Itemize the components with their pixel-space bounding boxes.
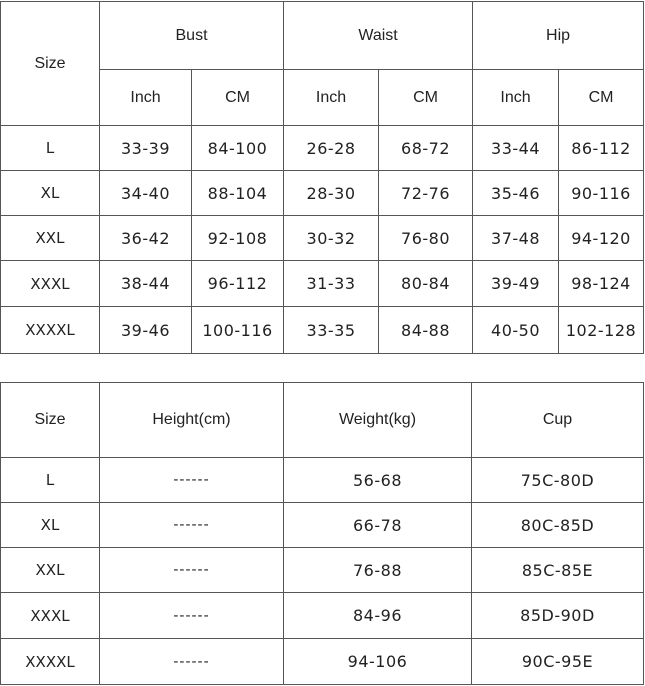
waist-header: Waist <box>284 2 473 70</box>
hip-inch-cell: 40-50 <box>473 307 559 354</box>
waist-cm-header: CM <box>379 70 473 126</box>
bust-cm-cell: 96-112 <box>192 261 284 307</box>
table-row <box>1 171 644 216</box>
waist-inch-cell: 31-33 <box>284 261 379 307</box>
hip-inch-cell: 39-49 <box>473 261 559 307</box>
bust-cm-cell: 84-100 <box>192 126 284 171</box>
size-cell: XL <box>1 503 100 548</box>
weight-cell: 76-88 <box>284 548 472 593</box>
size-header: Size <box>1 2 100 126</box>
size-header: Size <box>1 383 100 458</box>
height-cell: ------ <box>100 593 284 639</box>
bust-cm-cell: 100-116 <box>192 307 284 354</box>
hip-cm-header: CM <box>559 70 644 126</box>
waist-inch-cell: 33-35 <box>284 307 379 354</box>
waist-inch-header: Inch <box>284 70 379 126</box>
bust-header: Bust <box>100 2 284 70</box>
cup-cell: 90C-95E <box>472 639 644 685</box>
table-row <box>1 593 644 639</box>
measurements-table <box>0 1 644 354</box>
hip-cm-cell: 102-128 <box>559 307 644 354</box>
table-row <box>1 639 644 685</box>
weight-cell: 56-68 <box>284 458 472 503</box>
hip-inch-header: Inch <box>473 70 559 126</box>
height-cell: ------ <box>100 503 284 548</box>
weight-cell: 66-78 <box>284 503 472 548</box>
height-cell: ------ <box>100 548 284 593</box>
waist-inch-cell: 28-30 <box>284 171 379 216</box>
table-row <box>1 458 644 503</box>
size-cell: XXXXL <box>1 307 100 354</box>
height-cell: ------ <box>100 458 284 503</box>
bust-inch-cell: 36-42 <box>100 216 192 261</box>
bust-inch-cell: 34-40 <box>100 171 192 216</box>
hip-cm-cell: 90-116 <box>559 171 644 216</box>
size-cell: XL <box>1 171 100 216</box>
size-cell: L <box>1 126 100 171</box>
hip-inch-cell: 37-48 <box>473 216 559 261</box>
weight-cell: 84-96 <box>284 593 472 639</box>
header-row <box>1 383 644 458</box>
table-row <box>1 307 644 354</box>
table-row <box>1 503 644 548</box>
hip-inch-cell: 35-46 <box>473 171 559 216</box>
waist-cm-cell: 76-80 <box>379 216 473 261</box>
size-cell: XXXL <box>1 261 100 307</box>
hip-cm-cell: 94-120 <box>559 216 644 261</box>
waist-inch-cell: 26-28 <box>284 126 379 171</box>
waist-inch-cell: 30-32 <box>284 216 379 261</box>
waist-cm-cell: 80-84 <box>379 261 473 307</box>
hip-cm-cell: 86-112 <box>559 126 644 171</box>
table-row <box>1 548 644 593</box>
bust-cm-cell: 88-104 <box>192 171 284 216</box>
size-cell: L <box>1 458 100 503</box>
bust-inch-cell: 33-39 <box>100 126 192 171</box>
cup-cell: 80C-85D <box>472 503 644 548</box>
bust-cm-header: CM <box>192 70 284 126</box>
size-cell: XXL <box>1 216 100 261</box>
bust-inch-header: Inch <box>100 70 192 126</box>
cup-header: Cup <box>472 383 644 458</box>
size-cell: XXXXL <box>1 639 100 685</box>
size-cell: XXXL <box>1 593 100 639</box>
weight-cell: 94-106 <box>284 639 472 685</box>
bust-inch-cell: 39-46 <box>100 307 192 354</box>
table-row <box>1 126 644 171</box>
weight-header: Weight(kg) <box>284 383 472 458</box>
height-header: Height(cm) <box>100 383 284 458</box>
cup-cell: 85C-85E <box>472 548 644 593</box>
cup-cell: 85D-90D <box>472 593 644 639</box>
fit-table <box>0 382 644 685</box>
hip-inch-cell: 33-44 <box>473 126 559 171</box>
waist-cm-cell: 72-76 <box>379 171 473 216</box>
table-row <box>1 216 644 261</box>
bust-inch-cell: 38-44 <box>100 261 192 307</box>
hip-cm-cell: 98-124 <box>559 261 644 307</box>
waist-cm-cell: 68-72 <box>379 126 473 171</box>
group-header-row <box>1 2 644 70</box>
size-cell: XXL <box>1 548 100 593</box>
bust-cm-cell: 92-108 <box>192 216 284 261</box>
table-row <box>1 261 644 307</box>
height-cell: ------ <box>100 639 284 685</box>
cup-cell: 75C-80D <box>472 458 644 503</box>
hip-header: Hip <box>473 2 644 70</box>
waist-cm-cell: 84-88 <box>379 307 473 354</box>
